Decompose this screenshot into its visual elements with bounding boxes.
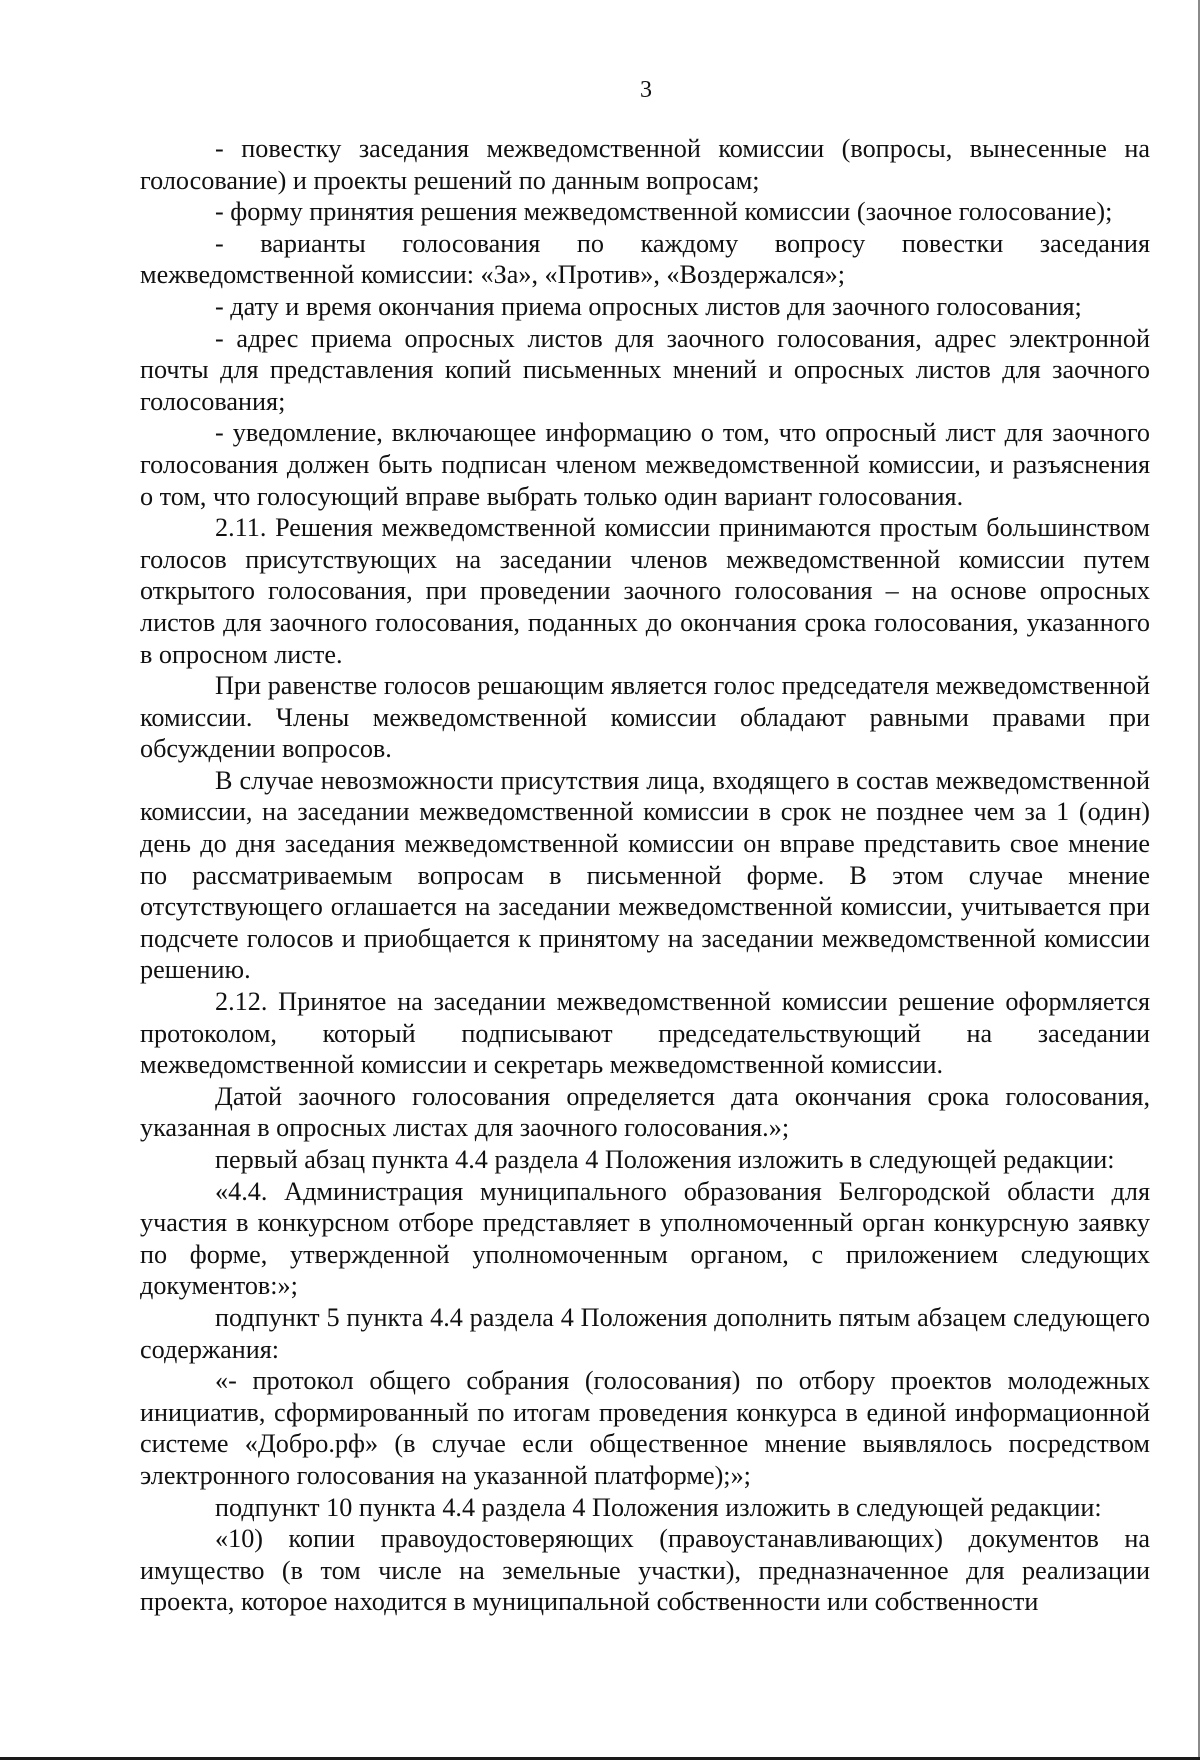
document-body: [140, 133, 1150, 1618]
paragraph-4-4-text: «4.4. Администрация муниципального образования Белгородской области для участия в конкурсном отборе представляет в уполномоченный орган конкурсную заявку по форме, утвержденной уполномоченным органом, с приложением следующих документов:»;: [140, 1176, 1150, 1301]
page-number: 3: [640, 77, 652, 103]
paragraph-equal-votes: При равенстве голосов решающим является голос председателя межведомственной комиссии. Члены межведомственной комиссии обладают равными правами при обсуждении вопросов.: [140, 671, 1150, 764]
paragraph-2-11: 2.11. Решения межведомственной комиссии принимаются простым большинством голосов присутствующих на заседании членов межведомственной комиссии путем открытого голосования, при проведении заочного голосования – на основе опросных листов для заочного голосования, поданных до окончания срока голосования, указанного в опросном листе.: [140, 513, 1150, 669]
paragraph-voting-options: - варианты голосования по каждому вопросу повестки заседания межведомственной комиссии: «За», «Против», «Воздержался»;: [140, 228, 1150, 290]
paragraph-amend-4-4: первый абзац пункта 4.4 раздела 4 Положения изложить в следующей редакции:: [215, 1145, 1115, 1174]
paragraph-absentee-date: Датой заочного голосования определяется дата окончания срока голосования, указанная в опросных листах для заочного голосования.»;: [140, 1081, 1150, 1143]
paragraph-2-12: 2.12. Принятое на заседании межведомственной комиссии решение оформляется протоколом, который подписывают председательствующий на заседании межведомственной комиссии и секретарь межведомственной комиссии.: [140, 987, 1150, 1080]
paragraph-deadline: - дату и время окончания приема опросных листов для заочного голосования;: [215, 291, 1082, 321]
paragraph-subpoint-5: подпункт 5 пункта 4.4 раздела 4 Положения дополнить пятым абзацем следующего содержания:: [140, 1302, 1150, 1364]
paragraph-subpoint-10: подпункт 10 пункта 4.4 раздела 4 Положения изложить в следующей редакции:: [215, 1492, 1102, 1522]
paragraph-absence: В случае невозможности присутствия лица, входящего в состав межведомственной комиссии, на заседании межведомственной комиссии в срок не позднее чем за 1 (один) день до дня заседания межведомственной комиссии он вправе представить свое мнение по рассматриваемым вопросам в письменной форме. В этом случае мнение отсутствующего оглашается на заседании межведомственной комиссии, учитывается при подсчете голосов и приобщается к принятому на заседании межведомственной комиссии решению.: [140, 765, 1150, 985]
paragraph-protocol: «- протокол общего собрания (голосования) по отбору проектов молодежных инициатив, сформированный по итогам проведения конкурса в единой информационной системе «Добро.рф» (в случае если общественное мнение выявлялось посредством электронного голосования на указанной платформе);»;: [140, 1366, 1150, 1490]
paragraph-agenda: - повестку заседания межведомственной комиссии (вопросы, вынесенные на голосование) и проекты решений по данным вопросам;: [140, 134, 1150, 195]
paragraph-address: - адрес приема опросных листов для заочного голосования, адрес электронной почты для представления копий письменных мнений и опросных листов для заочного голосования;: [140, 323, 1150, 416]
paragraph-copies: «10) копии правоудостоверяющих (правоустанавливающих) документов на имущество (в том числе на земельные участки), предназначенное для реализации проекта, которое находится в муниципальной собственности или собственности: [140, 1524, 1150, 1617]
paragraph-notice: - уведомление, включающее информацию о том, что опросный лист для заочного голосования должен быть подписан членом межведомственной комиссии, и разъяснения о том, что голосующий вправе выбрать только один вариант голосования.: [140, 418, 1150, 511]
paragraph-decision-form: - форму принятия решения межведомственной комиссии (заочное голосование);: [215, 197, 1113, 227]
